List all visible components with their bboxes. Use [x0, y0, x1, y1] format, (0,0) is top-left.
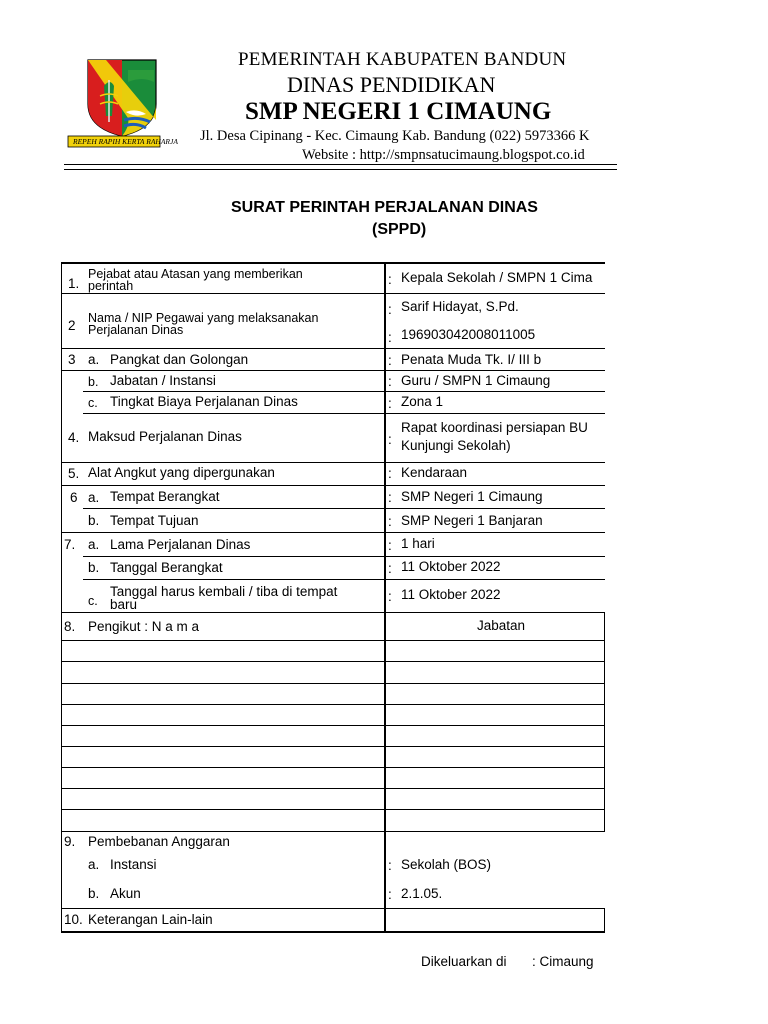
header-website: Website : http://smpnsatucimaung.blogspot.co.id: [302, 147, 585, 163]
row-letter: b.: [88, 886, 100, 901]
row-value-nip: 196903042008011005: [401, 327, 536, 342]
colon: :: [388, 466, 392, 481]
row-value: 2.1.05.: [401, 886, 443, 901]
row-divider: [61, 661, 605, 662]
header-divider-thick: [64, 164, 617, 165]
row-divider: [61, 485, 605, 486]
row-label: Instansi: [110, 857, 157, 872]
row-value: Kendaraan: [401, 465, 468, 480]
table-top-border: [61, 262, 605, 264]
row-value: 11 Oktober 2022: [401, 587, 501, 602]
row-value: 1 hari: [401, 536, 435, 551]
row-divider: [61, 704, 605, 705]
row-letter: b.: [88, 560, 100, 575]
colon: :: [388, 432, 392, 447]
row-number: 10.: [64, 912, 83, 927]
row-number: 1.: [68, 276, 80, 291]
row-divider: [61, 767, 605, 768]
row-divider: [61, 746, 605, 747]
colon: :: [388, 302, 392, 317]
row-divider: [61, 809, 605, 810]
issued-at-label: Dikeluarkan di: [421, 954, 507, 969]
row-divider: [83, 391, 605, 392]
row-number: 4.: [68, 430, 80, 445]
row-number: 7.: [64, 537, 76, 552]
row-label: Tingkat Biaya Perjalanan Dinas: [110, 394, 298, 409]
row-divider: [61, 788, 605, 789]
row-letter: b.: [88, 513, 100, 528]
header-government-line: PEMERINTAH KABUPATEN BANDUN: [238, 49, 567, 70]
row-value: Guru / SMPN 1 Cimaung: [401, 373, 551, 388]
row-value: 11 Oktober 2022: [401, 559, 501, 574]
row-divider: [83, 556, 605, 557]
kabupaten-bandung-logo: [66, 56, 178, 152]
row-letter: c.: [88, 396, 98, 410]
row-divider: [61, 462, 605, 463]
row-label: Pengikut : N a m a: [88, 619, 200, 634]
row-label: Jabatan / Instansi: [110, 373, 216, 388]
row-label: Pembebanan Anggaran: [88, 834, 230, 849]
row-number: 5.: [68, 466, 80, 481]
row-divider: [61, 348, 605, 349]
row-number: 9.: [64, 834, 76, 849]
header-agency-line: DINAS PENDIDIKAN: [287, 72, 496, 97]
row-number: 6: [70, 490, 78, 505]
document-subtitle: (SPPD): [372, 221, 427, 238]
table-middle-border: [384, 262, 386, 933]
row-letter: a.: [88, 857, 100, 872]
row-divider: [61, 831, 605, 832]
colon: :: [388, 330, 392, 345]
row-label: Perjalanan Dinas: [88, 323, 184, 337]
row-value: SMP Negeri 1 Banjaran: [401, 513, 543, 528]
row-letter: a.: [88, 352, 100, 367]
colon: :: [388, 514, 392, 529]
issued-at-value: : Cimaung: [532, 954, 594, 969]
header-address: Jl. Desa Cipinang - Kec. Cimaung Kab. Bandung (022) 5973366 K: [200, 128, 590, 144]
row-label: baru: [110, 597, 138, 612]
table-right-border: [604, 908, 605, 932]
row-divider: [83, 579, 605, 580]
row-divider: [61, 370, 605, 371]
row-divider: [61, 612, 605, 613]
colon: :: [388, 858, 392, 873]
row-label: Maksud Perjalanan Dinas: [88, 429, 242, 444]
row-value-name: Sarif Hidayat, S.Pd.: [401, 299, 519, 314]
colon: :: [388, 272, 392, 287]
table-left-border: [61, 262, 62, 933]
row-label: Tempat Tujuan: [110, 513, 199, 528]
row-divider: [83, 508, 605, 509]
colon: :: [388, 538, 392, 553]
row-value: Sekolah (BOS): [401, 857, 492, 872]
row-value: Penata Muda Tk. I/ III b: [401, 352, 542, 367]
row-label: Keterangan Lain-lain: [88, 912, 213, 927]
row-label: Tempat Berangkat: [110, 489, 220, 504]
row-value: Kepala Sekolah / SMPN 1 Cima: [401, 270, 593, 285]
colon: :: [388, 887, 392, 902]
header-school-name: SMP NEGERI 1 CIMAUNG: [245, 98, 552, 125]
row-label: Nama / NIP Pegawai yang melaksanakan: [88, 311, 319, 325]
row-label: Tanggal Berangkat: [110, 560, 223, 575]
header-divider-thin: [64, 169, 617, 170]
row-value: Zona 1: [401, 394, 444, 409]
row-divider: [61, 683, 605, 684]
row-label: Pangkat dan Golongan: [110, 352, 249, 367]
row-letter: c.: [88, 594, 98, 608]
row-label: Lama Perjalanan Dinas: [110, 537, 251, 552]
column-header-jabatan: Jabatan: [477, 618, 526, 633]
colon: :: [388, 374, 392, 389]
colon: :: [388, 589, 392, 604]
table-bottom-border: [61, 931, 605, 933]
row-letter: a.: [88, 490, 100, 505]
colon: :: [388, 353, 392, 368]
row-label: Tanggal harus kembali / tiba di tempat: [110, 584, 338, 599]
row-label: Alat Angkut yang dipergunakan: [88, 465, 275, 480]
row-label: Akun: [110, 886, 141, 901]
row-label: perintah: [88, 279, 134, 293]
row-letter: a.: [88, 537, 100, 552]
row-divider: [61, 725, 605, 726]
document-title: SURAT PERINTAH PERJALANAN DINAS: [231, 199, 538, 216]
row-label: Pejabat atau Atasan yang memberikan: [88, 267, 303, 281]
row-number: 2: [68, 318, 76, 333]
row-letter: b.: [88, 375, 99, 389]
logo-motto: REPEH RAPIH KERTA RAHARJA: [73, 137, 178, 146]
row-value: Kunjungi Sekolah): [401, 438, 511, 453]
row-divider: [61, 640, 605, 641]
row-divider: [61, 532, 605, 533]
row-number: 8.: [64, 619, 76, 634]
row-divider: [83, 413, 605, 414]
colon: :: [388, 396, 392, 411]
colon: :: [388, 561, 392, 576]
row-value: Rapat koordinasi persiapan BU: [401, 420, 588, 435]
row-value: SMP Negeri 1 Cimaung: [401, 489, 543, 504]
table-right-border: [604, 612, 605, 832]
row-divider: [61, 908, 605, 909]
row-number: 3: [68, 352, 76, 367]
row-divider: [61, 293, 605, 294]
colon: :: [388, 490, 392, 505]
